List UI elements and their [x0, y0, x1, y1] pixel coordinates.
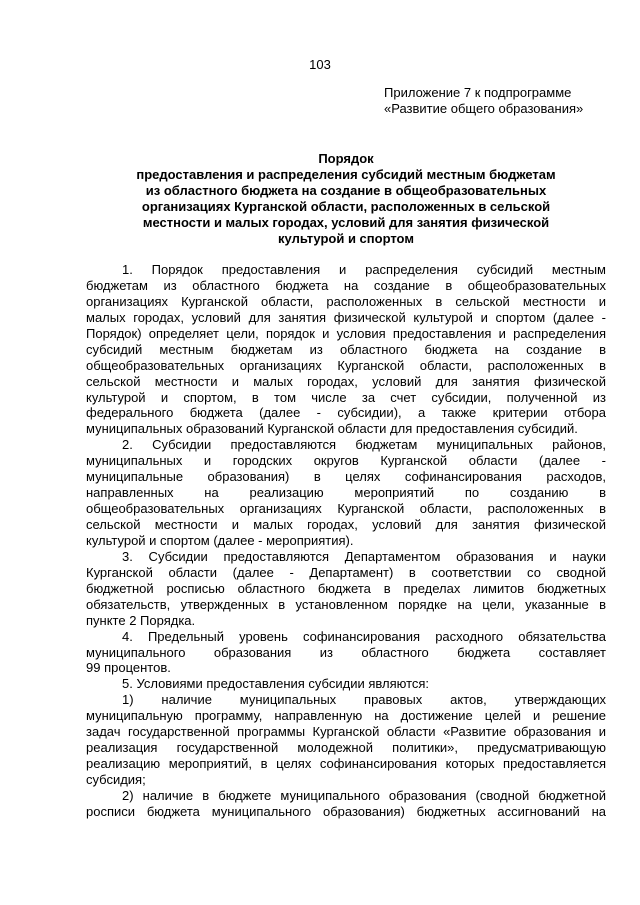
body-line: организациях Курганской области, расположенных в сельской местности и — [86, 293, 606, 309]
paragraph-last-line: пункте 2 Порядка. — [86, 612, 196, 628]
paragraph-first-line: 2) наличие в бюджете муниципального образования (сводной бюджетной — [122, 787, 606, 803]
body-line: малых городах, условий для занятия физической культурой и спортом (далее - — [86, 309, 606, 325]
paragraph-last-line: 99 процентов. — [86, 660, 171, 676]
paragraph-last-line: субсидия; — [86, 772, 146, 787]
body-line: сельской местности и малых городах, условий для занятия физической — [86, 517, 606, 532]
body-line: росписи бюджета муниципального образования) бюджетных ассигнований на — [86, 803, 606, 819]
appendix-line: Приложение 7 к подпрограмме — [384, 85, 572, 100]
body-line: реализация государственной молодежной политики», предусматривающую — [86, 740, 606, 756]
title-line: местности и малых городах, условий для занятия физической — [142, 214, 550, 230]
paragraph-first-line: 4. Предельный уровень софинансирования расходного обязательства — [122, 628, 606, 644]
body-line: Курганской области (далее - Департамент) в соответствии со сводной — [86, 564, 606, 580]
body-line: сельской местности и малых городах, условий для занятия физической — [86, 373, 606, 389]
body-line: Порядок) определяет цели, порядок и условия предоставления и распределения — [86, 325, 606, 341]
appendix-line: «Развитие общего образования» — [384, 101, 584, 116]
title-line: из областного бюджета на создание в общеобразовательных — [145, 182, 547, 198]
title-line: организациях Курганской области, расположенных в сельской — [141, 198, 551, 214]
paragraph-single-line: 5. Условиями предоставления субсидии являются: — [122, 676, 430, 692]
body-line: реализацию мероприятий, в целях софинансирования которых предоставляется — [86, 756, 606, 772]
body-line: муниципальные образования) в целях софинансирования расходов, — [86, 469, 606, 485]
paragraph-last-line: муниципальных образований Курганской области для предоставления субсидий. — [86, 421, 578, 437]
paragraph-first-line: 1. Порядок предоставления и распределения субсидий местным — [122, 262, 606, 277]
body-line: бюджетам из областного бюджета на создание в общеобразовательных — [86, 277, 606, 293]
paragraph-first-line: 2. Субсидии предоставляются бюджетам муниципальных районов, — [122, 437, 606, 453]
body-line: муниципального образования из областного бюджета составляет — [86, 644, 606, 660]
body-line: задач государственной программы Курганской области «Развитие образования и — [86, 724, 606, 740]
document-body — [86, 262, 606, 820]
document-title — [86, 151, 606, 246]
body-line: федерального бюджета (далее - субсидии), а также критерии отбора — [86, 405, 606, 421]
paragraph-first-line: 1) наличие муниципальных правовых актов, утверждающих — [122, 692, 606, 708]
title-line: культурой и спортом — [278, 230, 414, 246]
body-line: субсидий местным бюджетам из областного бюджета на создание в — [86, 341, 606, 357]
body-line: обязательств, утвержденных в установленном порядке на цели, указанные в — [86, 596, 606, 612]
body-line: направленных на реализацию мероприятий по созданию в — [86, 485, 606, 501]
appendix-reference — [384, 85, 624, 117]
body-line: общеобразовательных организациях Курганской области, расположенных в — [86, 357, 606, 373]
title-line: Порядок — [318, 151, 374, 166]
body-line: общеобразовательных организациях Курганской области, расположенных в — [86, 501, 606, 517]
paragraph-last-line: культурой и спортом (далее - мероприятия). — [86, 532, 354, 548]
title-line: предоставления и распределения субсидий местным бюджетам — [136, 166, 556, 182]
body-line: муниципальную программу, направленную на достижение целей и решение — [86, 708, 606, 724]
body-line: культурой и спортом, в том числе за счет субсидии, полученной из — [86, 389, 606, 405]
page-number: 103 — [309, 57, 331, 72]
body-line: бюджетной росписью областного бюджета в пределах лимитов бюджетных — [86, 580, 606, 596]
paragraph-first-line: 3. Субсидии предоставляются Департаментом образования и науки — [122, 548, 606, 564]
body-line: муниципальных и городских округов Курганской области (далее - — [86, 453, 606, 469]
